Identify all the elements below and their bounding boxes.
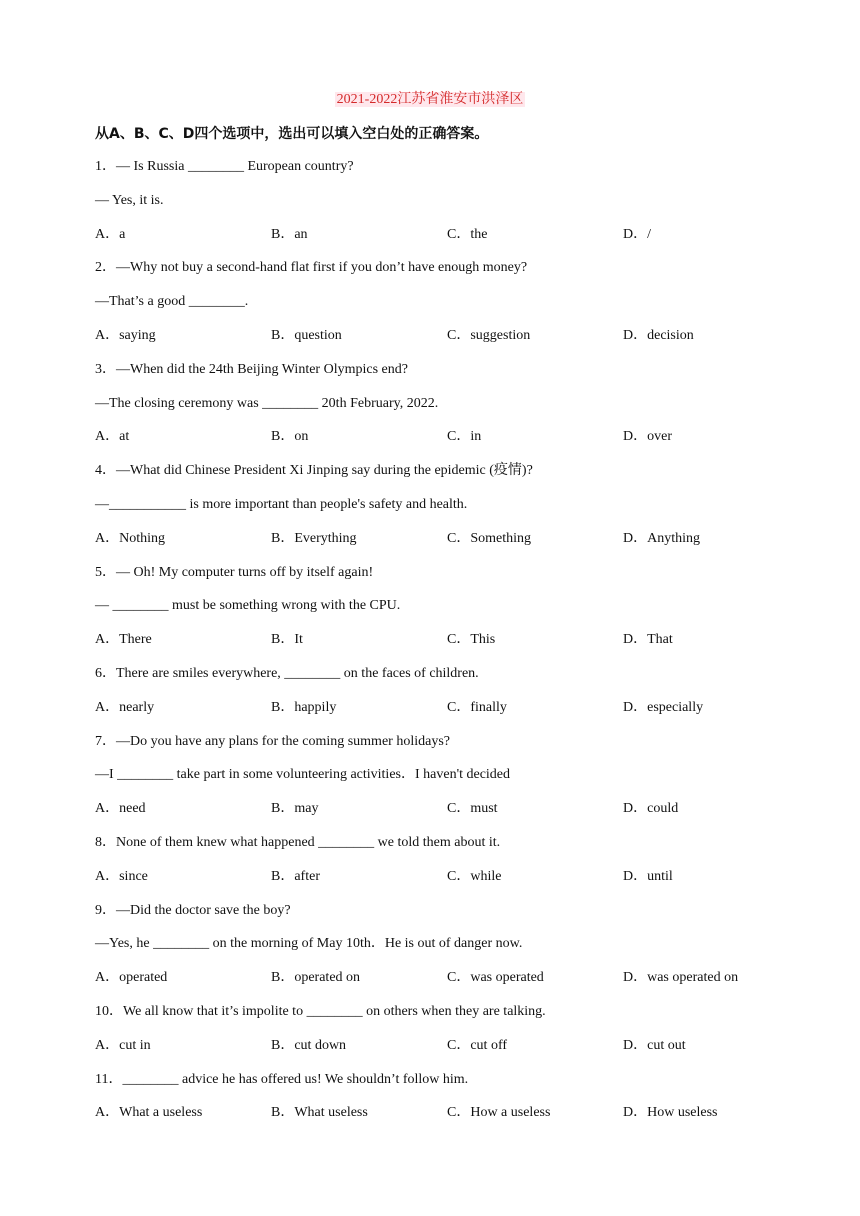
answer-options [95,427,795,461]
answer-option-c: C．must [447,801,498,817]
answer-options [95,968,795,1002]
answer-option-c: C．suggestion [447,327,531,343]
answer-option-c: C．How a useless [447,1105,551,1121]
answer-option-b: B．question [271,327,342,343]
answer-option-a: A．cut in [95,1037,151,1053]
answer-option-b: B．on [271,429,309,445]
answer-option-d: D．cut out [623,1037,686,1053]
answer-option-d: D．How useless [623,1105,718,1121]
answer-option-c: C．the [447,226,488,242]
question-stem: 6．There are smiles everywhere, ________ on the faces of children. [95,665,479,681]
answer-options [95,799,795,833]
answer-option-a: A．need [95,801,146,817]
answer-option-b: B．operated on [271,970,361,986]
question-item [95,461,795,562]
question-stem: 8．None of them knew what happened ________ we told them about it. [95,834,501,850]
answer-option-a: A．Nothing [95,530,165,546]
answer-option-b: B．happily [271,699,337,715]
question-item [95,833,795,901]
answer-options [95,1036,795,1070]
section-instruction: 从A、B、C、D四个选项中，选出可以填入空白处的正确答案。 [95,126,489,142]
question-stem: 11．________ advice he has offered us! We shouldn’t follow him. [95,1071,469,1087]
answer-option-b: B．It [271,632,303,648]
answer-options [95,326,795,360]
answer-option-b: B．an [271,226,308,242]
answer-option-d: D．/ [623,226,651,242]
question-response: — ________ must be something wrong with the CPU. [95,598,401,614]
answer-option-d: D．until [623,868,673,884]
answer-option-d: D．decision [623,327,694,343]
question-stem: 5．— Oh! My computer turns off by itself again! [95,564,374,580]
answer-option-c: C．Something [447,530,532,546]
answer-option-c: C．in [447,429,482,445]
answer-options [95,698,795,732]
answer-options [95,529,795,563]
question-stem: 9．—Did the doctor save the boy? [95,902,291,918]
question-stem: 1．— Is Russia ________ European country? [95,159,354,174]
question-item [95,664,795,732]
answer-option-b: B．What useless [271,1105,368,1121]
question-stem: 2．—Why not buy a second-hand flat first if you don’t have enough money? [95,260,528,276]
question-stem: 4．—What did Chinese President Xi Jinping say during the epidemic (疫情)? [95,463,533,479]
question-stem: 10．We all know that it’s impolite to ________ on others when they are talking. [95,1003,546,1019]
document-title-text: 2021-2022江苏省淮安市洪泽区 [336,92,524,107]
answer-option-a: A．There [95,632,152,648]
question-item [95,1070,795,1138]
answer-options [95,867,795,901]
answer-option-b: B．cut down [271,1037,347,1053]
document-title [0,90,860,110]
question-response: —The closing ceremony was ________ 20th February, 2022. [95,395,439,411]
answer-option-a: A．a [95,226,126,242]
answer-option-b: B．after [271,868,320,884]
answer-option-c: C．cut off [447,1037,508,1053]
question-item [95,901,795,1002]
question-stem: 7．—Do you have any plans for the coming summer holidays? [95,733,450,749]
question-item [95,360,795,461]
answer-options [95,1103,795,1137]
answer-option-a: A．at [95,429,130,445]
answer-option-a: A．saying [95,327,156,343]
question-item [95,157,795,258]
answer-option-d: D．Anything [623,530,700,546]
answer-option-d: D．could [623,801,679,817]
answer-option-a: A．since [95,868,148,884]
answer-option-d: D．was operated on [623,970,739,986]
question-item [95,732,795,833]
answer-option-b: B．Everything [271,530,357,546]
answer-option-d: D．That [623,632,673,648]
answer-option-b: B．may [271,801,319,817]
answer-option-c: C．while [447,868,502,884]
answer-option-d: D．over [623,429,672,445]
answer-option-d: D．especially [623,699,704,715]
question-list [95,157,795,1137]
answer-options [95,630,795,664]
answer-options [95,225,795,259]
question-item [95,1002,795,1070]
answer-option-c: C．This [447,632,496,648]
answer-option-c: C．finally [447,699,507,715]
answer-option-a: A．nearly [95,699,155,715]
question-stem: 3．—When did the 24th Beijing Winter Olympics end? [95,361,408,377]
answer-option-a: A．What a useless [95,1105,203,1121]
question-response: —Yes, he ________ on the morning of May 10th．He is out of danger now. [95,936,523,952]
question-item [95,258,795,359]
question-item [95,563,795,664]
question-response: — Yes, it is. [95,192,164,208]
answer-option-c: C．was operated [447,970,544,986]
question-response: —___________ is more important than people's safety and health. [95,496,468,512]
question-response: —That’s a good ________. [95,294,249,310]
answer-option-a: A．operated [95,970,168,986]
question-response: —I ________ take part in some volunteering activities．I haven't decided [95,767,511,783]
